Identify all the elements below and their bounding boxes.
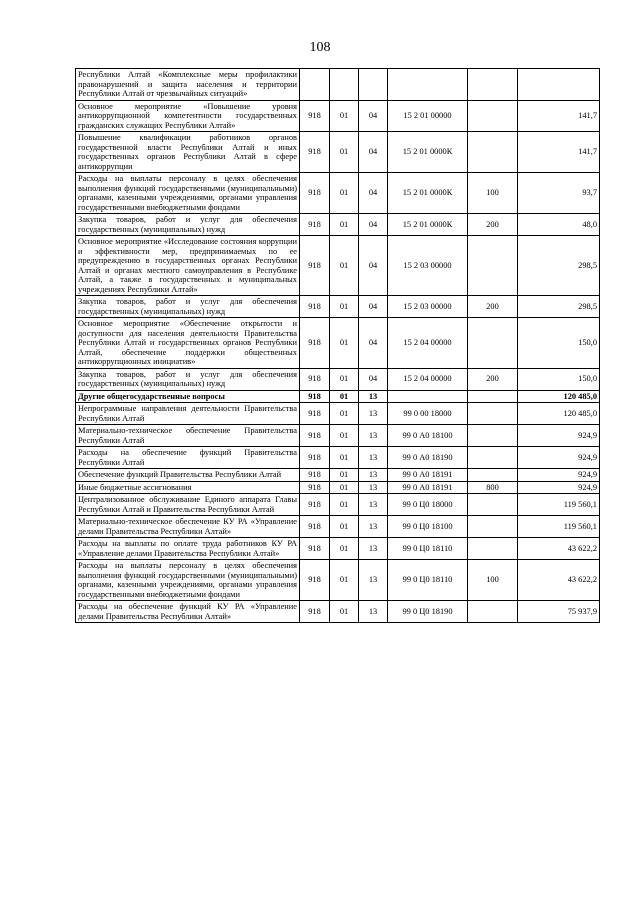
ministry-code: 918: [300, 516, 330, 538]
ministry-code: 918: [300, 481, 330, 494]
table-row: [76, 560, 600, 601]
subsection-code: 13: [359, 538, 388, 560]
table-row: [76, 469, 600, 482]
ministry-code: 918: [300, 214, 330, 236]
row-name: Иные бюджетные ассигнования: [76, 481, 300, 494]
subsection-code: 13: [359, 516, 388, 538]
expense-type: [468, 425, 518, 447]
section-code: [330, 69, 359, 101]
ministry-code: 918: [300, 100, 330, 132]
ministry-code: 918: [300, 368, 330, 390]
amount: 298,5: [518, 236, 600, 296]
row-name: Основное мероприятие «Повышение уровня антикоррупционной компетентности государственных гражданских служащих Республики Алтай»: [76, 100, 300, 132]
table-row: [76, 236, 600, 296]
target-article: [388, 69, 468, 101]
expense-type: [468, 390, 518, 403]
section-code: 01: [330, 447, 359, 469]
expense-type: [468, 494, 518, 516]
expense-type: [468, 318, 518, 369]
subsection-code: 13: [359, 601, 388, 623]
expense-type: 200: [468, 214, 518, 236]
section-code: 01: [330, 425, 359, 447]
row-name: Расходы на выплаты персоналу в целях обеспечения выполнения функций государственными (муниципальными) органами, казенными учреждениями, органами управления государственными внебюджетными фондами: [76, 560, 300, 601]
target-article: 15 2 01 00000: [388, 100, 468, 132]
expense-type: 100: [468, 560, 518, 601]
expense-type: 100: [468, 173, 518, 214]
amount: 298,5: [518, 296, 600, 318]
section-code: 01: [330, 481, 359, 494]
section-code: 01: [330, 214, 359, 236]
row-name: Обеспечение функций Правительства Республики Алтай: [76, 469, 300, 482]
row-name: Основное мероприятие «Исследование состояния коррупции и эффективности мер, предпринимаемых по ее предупреждению в государственных органах Республики Алтай и органах местного самоуправления в Республике Алтай, а также в государственных и муниципальных учреждениях Республики Алтай»: [76, 236, 300, 296]
section-code: 01: [330, 390, 359, 403]
target-article: 15 2 01 0000К: [388, 132, 468, 173]
table-row: [76, 494, 600, 516]
ministry-code: 918: [300, 173, 330, 214]
expense-type: [468, 403, 518, 425]
ministry-code: 918: [300, 494, 330, 516]
expense-type: 200: [468, 296, 518, 318]
ministry-code: 918: [300, 318, 330, 369]
row-name: Расходы на обеспечение функций КУ РА «Управление делами Правительства Республики Алтай»: [76, 601, 300, 623]
expense-type: [468, 447, 518, 469]
section-code: 01: [330, 368, 359, 390]
ministry-code: 918: [300, 403, 330, 425]
row-name: Другие общегосударственные вопросы: [76, 390, 300, 403]
amount: 93,7: [518, 173, 600, 214]
amount: 119 560,1: [518, 516, 600, 538]
row-name: Материально-техническое обеспечение КУ РА «Управление делами Правительства Республики Алтай»: [76, 516, 300, 538]
subsection-code: [359, 69, 388, 101]
row-name: Непрограммные направления деятельности Правительства Республики Алтай: [76, 403, 300, 425]
target-article: 15 2 01 0000К: [388, 173, 468, 214]
ministry-code: 918: [300, 236, 330, 296]
section-code: 01: [330, 173, 359, 214]
target-article: 99 0 Ц0 18110: [388, 538, 468, 560]
amount: 150,0: [518, 318, 600, 369]
target-article: 15 2 03 00000: [388, 236, 468, 296]
amount: 120 485,0: [518, 403, 600, 425]
expense-type: [468, 601, 518, 623]
ministry-code: 918: [300, 469, 330, 482]
subsection-code: 13: [359, 560, 388, 601]
section-code: 01: [330, 132, 359, 173]
amount: 141,7: [518, 132, 600, 173]
expense-type: [468, 516, 518, 538]
table-row: [76, 132, 600, 173]
expense-type: [468, 538, 518, 560]
table-row: [76, 447, 600, 469]
target-article: 15 2 03 00000: [388, 296, 468, 318]
target-article: 99 0 Ц0 18000: [388, 494, 468, 516]
section-code: 01: [330, 236, 359, 296]
subsection-code: 04: [359, 173, 388, 214]
section-code: 01: [330, 403, 359, 425]
subsection-code: 13: [359, 494, 388, 516]
row-name: Закупка товаров, работ и услуг для обеспечения государственных (муниципальных) нужд: [76, 214, 300, 236]
ministry-code: 918: [300, 560, 330, 601]
amount: 75 937,9: [518, 601, 600, 623]
target-article: 99 0 А0 18191: [388, 469, 468, 482]
amount: 120 485,0: [518, 390, 600, 403]
table-row: [76, 390, 600, 403]
section-code: 01: [330, 318, 359, 369]
target-article: 99 0 А0 18100: [388, 425, 468, 447]
target-article: 99 0 00 18000: [388, 403, 468, 425]
section-code: 01: [330, 601, 359, 623]
subsection-code: 13: [359, 390, 388, 403]
target-article: 15 2 04 00000: [388, 368, 468, 390]
amount: 924,9: [518, 447, 600, 469]
ministry-code: 918: [300, 538, 330, 560]
row-name: Расходы на выплаты персоналу в целях обеспечения выполнения функций государственными (муниципальными) органами, казенными учреждениями, органами управления государственными внебюджетными фондами: [76, 173, 300, 214]
ministry-code: 918: [300, 447, 330, 469]
row-name: Материально-техническое обеспечение Правительства Республики Алтай: [76, 425, 300, 447]
table-row: [76, 214, 600, 236]
table-row: [76, 601, 600, 623]
amount: 141,7: [518, 100, 600, 132]
subsection-code: 04: [359, 318, 388, 369]
row-name: Расходы на выплаты по оплате труда работников КУ РА «Управление делами Правительства Республики Алтай»: [76, 538, 300, 560]
subsection-code: 13: [359, 447, 388, 469]
amount: 150,0: [518, 368, 600, 390]
target-article: 15 2 04 00000: [388, 318, 468, 369]
ministry-code: 918: [300, 425, 330, 447]
amount: 119 560,1: [518, 494, 600, 516]
amount: 43 622,2: [518, 560, 600, 601]
table-row: [76, 538, 600, 560]
amount: 924,9: [518, 425, 600, 447]
ministry-code: 918: [300, 132, 330, 173]
page-number: 108: [309, 40, 331, 55]
budget-table-body: [76, 69, 600, 623]
amount: 43 622,2: [518, 538, 600, 560]
table-row: [76, 481, 600, 494]
subsection-code: 04: [359, 368, 388, 390]
row-name: Основное мероприятие «Обеспечение открытости и доступности для населения деятельности Правительства Республики Алтай и государственных органов Республики Алтай, обеспечение поддержки общественных антикоррупционных инициатив»: [76, 318, 300, 369]
expense-type: [468, 469, 518, 482]
section-code: 01: [330, 494, 359, 516]
subsection-code: 04: [359, 296, 388, 318]
row-name: Закупка товаров, работ и услуг для обеспечения государственных (муниципальных) нужд: [76, 296, 300, 318]
subsection-code: 13: [359, 481, 388, 494]
target-article: 99 0 Ц0 18190: [388, 601, 468, 623]
amount: 924,9: [518, 481, 600, 494]
amount: [518, 69, 600, 101]
amount: 924,9: [518, 469, 600, 482]
table-row: [76, 100, 600, 132]
section-code: 01: [330, 296, 359, 318]
section-code: 01: [330, 516, 359, 538]
expense-type: [468, 69, 518, 101]
subsection-code: 04: [359, 132, 388, 173]
table-row: [76, 368, 600, 390]
table-row: [76, 403, 600, 425]
subsection-code: 04: [359, 100, 388, 132]
row-name: Повышение квалификации работников органов государственной власти Республики Алтай и иных государственных органов Республики Алтай в сфере антикоррупции: [76, 132, 300, 173]
expense-type: [468, 132, 518, 173]
ministry-code: 918: [300, 601, 330, 623]
table-row: [76, 516, 600, 538]
expense-type: 800: [468, 481, 518, 494]
ministry-code: 918: [300, 390, 330, 403]
row-name: Расходы на обеспечение функций Правительства Республики Алтай: [76, 447, 300, 469]
table-row: [76, 69, 600, 101]
subsection-code: 04: [359, 236, 388, 296]
target-article: 99 0 Ц0 18100: [388, 516, 468, 538]
section-code: 01: [330, 469, 359, 482]
table-row: [76, 173, 600, 214]
section-code: 01: [330, 538, 359, 560]
ministry-code: [300, 69, 330, 101]
ministry-code: 918: [300, 296, 330, 318]
subsection-code: 13: [359, 425, 388, 447]
target-article: 99 0 Ц0 18110: [388, 560, 468, 601]
row-name: Республики Алтай «Комплексные меры профилактики правонарушений и защита населения и территории Республики Алтай от чрезвычайных ситуаций»: [76, 69, 300, 101]
table-row: [76, 318, 600, 369]
subsection-code: 13: [359, 403, 388, 425]
subsection-code: 04: [359, 214, 388, 236]
target-article: 99 0 А0 18191: [388, 481, 468, 494]
target-article: [388, 390, 468, 403]
expense-type: [468, 100, 518, 132]
subsection-code: 13: [359, 469, 388, 482]
expense-type: [468, 236, 518, 296]
budget-table: [75, 68, 600, 623]
section-code: 01: [330, 100, 359, 132]
row-name: Закупка товаров, работ и услуг для обеспечения государственных (муниципальных) нужд: [76, 368, 300, 390]
section-code: 01: [330, 560, 359, 601]
target-article: 15 2 01 0000К: [388, 214, 468, 236]
table-row: [76, 296, 600, 318]
table-row: [76, 425, 600, 447]
amount: 48,0: [518, 214, 600, 236]
row-name: Централизованное обслуживание Единого аппарата Главы Республики Алтай и Правительства Республики Алтай: [76, 494, 300, 516]
expense-type: 200: [468, 368, 518, 390]
target-article: 99 0 А0 18190: [388, 447, 468, 469]
